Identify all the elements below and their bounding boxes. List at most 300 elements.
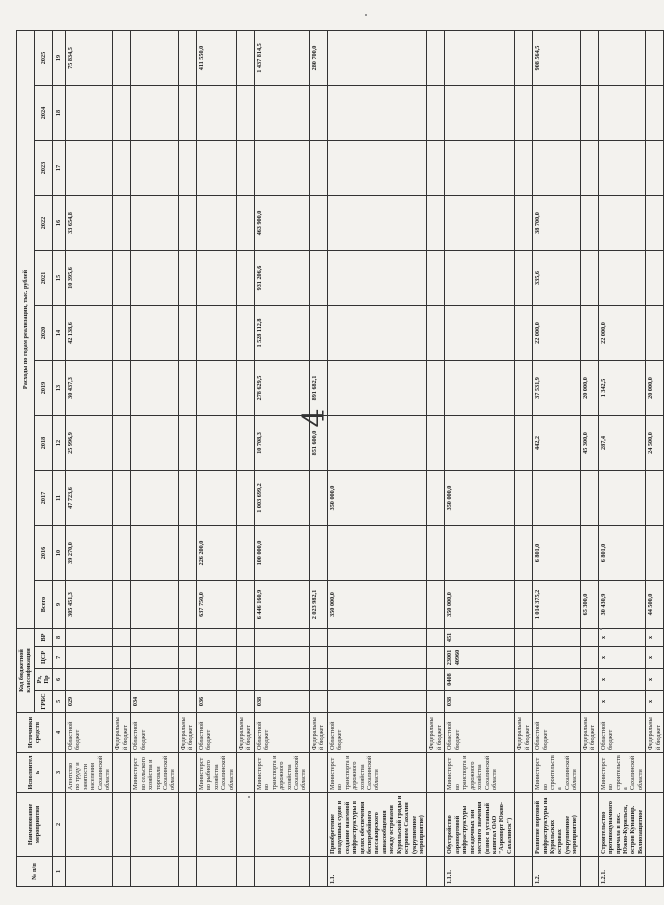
header-name: Наименование мероприятия <box>17 793 53 857</box>
row-csr: 2300140960 <box>445 647 515 669</box>
row-total <box>178 581 196 629</box>
row-year-value <box>113 471 131 526</box>
row-executor <box>427 753 445 793</box>
row-vr <box>178 629 196 647</box>
row-year-value <box>178 471 196 526</box>
row-total: 350 000,0 <box>445 581 515 629</box>
row-year-value: 37 531,9 <box>533 361 581 416</box>
row-num <box>113 857 131 887</box>
row-year-value <box>65 141 113 196</box>
row-year-value: 22 000,0 <box>598 306 646 361</box>
table-row <box>65 31 113 887</box>
header-code-3: ЦСР <box>34 647 52 669</box>
row-grbs <box>515 691 533 713</box>
row-grbs: 029 <box>65 691 113 713</box>
row-year-value <box>427 361 445 416</box>
row-csr: x <box>646 647 664 669</box>
row-year-value <box>646 306 664 361</box>
header-code-1: ГРБС <box>34 691 52 713</box>
row-name <box>113 793 131 857</box>
row-year-value: 25 996,9 <box>65 416 113 471</box>
row-year-value: 1 342,5 <box>598 361 646 416</box>
header-year-2018: 2018 <box>34 416 52 471</box>
row-year-value <box>646 86 664 141</box>
row-num <box>427 857 445 887</box>
row-grbs <box>533 691 581 713</box>
row-vr <box>515 629 533 647</box>
row-year-value: 280 700,0 <box>309 31 327 86</box>
row-year-value <box>327 86 427 141</box>
column-index: 2 <box>52 793 65 857</box>
row-year-value <box>236 31 254 86</box>
row-year-value: 851 600,0 <box>309 416 327 471</box>
row-year-value <box>113 251 131 306</box>
header-year-2016: 2016 <box>34 526 52 581</box>
row-vr: 451 <box>445 629 515 647</box>
row-year-value: 278 629,5 <box>254 361 309 416</box>
row-name: Развитие портовой инфраструктуры на Курильских островах (укрупненное мероприятие) <box>533 793 581 857</box>
column-index: 14 <box>52 306 65 361</box>
table-row <box>445 31 515 887</box>
row-executor <box>646 753 664 793</box>
budget-table-rotated <box>16 30 662 887</box>
row-csr <box>254 647 309 669</box>
column-index: 8 <box>52 629 65 647</box>
row-year-value: 10 395,6 <box>65 251 113 306</box>
row-year-value: 22 000,0 <box>533 306 581 361</box>
row-csr <box>533 647 581 669</box>
row-rzpr <box>515 669 533 691</box>
row-year-value: 6 801,0 <box>533 526 581 581</box>
row-source: Областной бюджет <box>254 713 309 753</box>
row-vr <box>236 629 254 647</box>
row-total: 44 500,0 <box>646 581 664 629</box>
row-year-value <box>131 526 179 581</box>
row-executor: Агентство по труду и занятости населения Сахалинской области <box>65 753 113 793</box>
row-source: Федеральный бюджет <box>515 713 533 753</box>
row-year-value <box>131 306 179 361</box>
row-source: Федеральный бюджет <box>646 713 664 753</box>
row-source: Областной бюджет <box>65 713 113 753</box>
scan-speck <box>600 628 602 630</box>
row-year-value <box>113 416 131 471</box>
row-total: 2 023 982,1 <box>309 581 327 629</box>
row-total: 30 430,9 <box>598 581 646 629</box>
row-year-value <box>131 361 179 416</box>
row-source: Федеральный бюджет <box>309 713 327 753</box>
row-year-value <box>580 86 598 141</box>
header-source: Источники средств <box>17 713 53 753</box>
row-year-value <box>598 251 646 306</box>
row-year-value <box>515 196 533 251</box>
row-year-value <box>598 86 646 141</box>
row-source: Областной бюджет <box>598 713 646 753</box>
header-exec: Исполнитель <box>17 753 53 793</box>
row-name <box>580 793 598 857</box>
row-year-value: 30 437,3 <box>65 361 113 416</box>
row-year-value <box>113 526 131 581</box>
table-row <box>533 31 581 887</box>
row-year-value: 45 300,0 <box>580 416 598 471</box>
row-year-value <box>236 416 254 471</box>
row-name <box>65 793 113 857</box>
row-csr <box>236 647 254 669</box>
row-grbs: x <box>598 691 646 713</box>
row-name: Обустройство аэропортовой инфраструктуры посадочных зон местного значения (взнос в уставный капитал ОАО "Аэропорт Южно-Сахалинск") <box>445 793 515 857</box>
row-total <box>113 581 131 629</box>
row-year-value: 20 000,0 <box>580 361 598 416</box>
row-year-value <box>515 86 533 141</box>
row-year-value <box>254 86 309 141</box>
table-row <box>646 31 664 887</box>
row-vr <box>533 629 581 647</box>
header-code-4: ВР <box>34 629 52 647</box>
row-source: Федеральный бюджет <box>580 713 598 753</box>
table-row <box>178 31 196 887</box>
row-num <box>646 857 664 887</box>
table-row <box>131 31 179 887</box>
row-year-value <box>327 361 427 416</box>
row-rzpr <box>113 669 131 691</box>
row-rzpr: x <box>646 669 664 691</box>
header-year-2019: 2019 <box>34 361 52 416</box>
row-csr: x <box>598 647 646 669</box>
row-year-value: 75 834,5 <box>65 31 113 86</box>
row-source: Областной бюджет <box>327 713 427 753</box>
row-year-value <box>309 141 327 196</box>
header-code-2: Рз, Пр <box>34 669 52 691</box>
row-year-value <box>427 526 445 581</box>
row-name <box>427 793 445 857</box>
column-index: 5 <box>52 691 65 713</box>
header-year-2021: 2021 <box>34 251 52 306</box>
row-grbs <box>236 691 254 713</box>
row-vr <box>131 629 179 647</box>
row-source: Федеральный бюджет <box>113 713 131 753</box>
row-num <box>65 857 113 887</box>
row-csr <box>65 647 113 669</box>
row-source: Областной бюджет <box>131 713 179 753</box>
column-index: 4 <box>52 713 65 753</box>
budget-table <box>16 30 664 887</box>
row-year-value <box>646 471 664 526</box>
row-year-value: 10 708,3 <box>254 416 309 471</box>
column-index: 16 <box>52 196 65 251</box>
row-total <box>131 581 179 629</box>
header-year-2020: 2020 <box>34 306 52 361</box>
row-year-value <box>236 196 254 251</box>
row-vr <box>113 629 131 647</box>
row-csr <box>515 647 533 669</box>
row-name <box>646 793 664 857</box>
row-rzpr <box>236 669 254 691</box>
row-year-value <box>196 416 236 471</box>
row-year-value <box>427 196 445 251</box>
row-year-value <box>580 31 598 86</box>
column-index: 6 <box>52 669 65 691</box>
row-year-value <box>598 31 646 86</box>
header-num: № п/п <box>17 857 53 887</box>
row-year-value <box>580 471 598 526</box>
row-year-value <box>309 196 327 251</box>
row-year-value <box>533 86 581 141</box>
row-num <box>131 857 179 887</box>
row-csr <box>327 647 427 669</box>
row-year-value <box>254 141 309 196</box>
row-vr: x <box>598 629 646 647</box>
row-source: Федеральный бюджет <box>236 713 254 753</box>
table-row <box>515 31 533 887</box>
row-year-value <box>427 306 445 361</box>
table-row <box>196 31 236 887</box>
row-grbs <box>580 691 598 713</box>
row-year-value: 42 138,6 <box>65 306 113 361</box>
row-vr <box>309 629 327 647</box>
row-total <box>236 581 254 629</box>
row-executor <box>580 753 598 793</box>
row-year-value: 908 564,5 <box>533 31 581 86</box>
row-name <box>131 793 179 857</box>
row-year-value: 20 000,0 <box>646 361 664 416</box>
row-year-value: 47 723,6 <box>65 471 113 526</box>
row-year-value <box>327 251 427 306</box>
row-name <box>236 793 254 857</box>
row-rzpr: x <box>598 669 646 691</box>
scan-speck <box>248 796 250 798</box>
row-year-value: 931 206,6 <box>254 251 309 306</box>
row-executor: Министерство строительства Сахалинской области <box>533 753 581 793</box>
row-year-value <box>515 141 533 196</box>
row-num <box>196 857 236 887</box>
row-year-value <box>113 196 131 251</box>
row-executor <box>515 753 533 793</box>
row-num: 1.1.1. <box>445 857 515 887</box>
row-year-value <box>196 251 236 306</box>
row-executor: Министерство строительства Сахалинской области <box>598 753 646 793</box>
row-year-value <box>113 31 131 86</box>
row-total: 65 300,0 <box>580 581 598 629</box>
row-csr <box>113 647 131 669</box>
row-rzpr <box>580 669 598 691</box>
row-year-value <box>427 416 445 471</box>
row-rzpr <box>427 669 445 691</box>
row-year-value <box>309 86 327 141</box>
row-name <box>515 793 533 857</box>
row-rzpr <box>178 669 196 691</box>
row-rzpr: 0408 <box>445 669 515 691</box>
row-year-value: 226 200,0 <box>196 526 236 581</box>
row-name: Приобретение воздушных судов и создание наземной инфраструктуры в целях обеспечения бесперебойного пассажирского авиасообщения между островами Курильской гряды и островом Сахалин (укрупненное мероприятие) <box>327 793 427 857</box>
row-year-value <box>533 471 581 526</box>
row-year-value <box>113 361 131 416</box>
table-row <box>113 31 131 887</box>
header-year-2023: 2023 <box>34 141 52 196</box>
row-year-value <box>236 141 254 196</box>
row-rzpr <box>309 669 327 691</box>
column-index: 12 <box>52 416 65 471</box>
row-source: Федеральный бюджет <box>427 713 445 753</box>
row-year-value <box>445 86 515 141</box>
row-rzpr <box>196 669 236 691</box>
row-year-value: 1 437 814,5 <box>254 31 309 86</box>
row-year-value <box>515 361 533 416</box>
row-vr <box>427 629 445 647</box>
row-year-value <box>427 31 445 86</box>
row-grbs: 038 <box>254 691 309 713</box>
row-year-value <box>327 526 427 581</box>
row-year-value <box>131 141 179 196</box>
row-year-value <box>445 361 515 416</box>
row-year-value <box>646 141 664 196</box>
column-index: 7 <box>52 647 65 669</box>
row-name <box>254 793 309 857</box>
row-grbs <box>327 691 427 713</box>
row-executor: Министерство транспорта и дорожного хозяйства Сахалинской области <box>445 753 515 793</box>
row-year-value <box>236 251 254 306</box>
row-year-value <box>445 306 515 361</box>
table-row <box>580 31 598 887</box>
column-index: 13 <box>52 361 65 416</box>
row-csr <box>196 647 236 669</box>
row-year-value <box>236 471 254 526</box>
row-year-value: 350 000,0 <box>327 471 427 526</box>
row-year-value: 411 550,0 <box>196 31 236 86</box>
row-year-value <box>309 306 327 361</box>
row-year-value <box>646 251 664 306</box>
row-year-value: 350 000,0 <box>445 471 515 526</box>
column-index: 17 <box>52 141 65 196</box>
row-year-value <box>515 526 533 581</box>
row-year-value <box>178 361 196 416</box>
row-year-value <box>113 306 131 361</box>
row-rzpr <box>65 669 113 691</box>
row-year-value <box>515 251 533 306</box>
table-row <box>427 31 445 887</box>
row-num <box>309 857 327 887</box>
row-vr <box>65 629 113 647</box>
row-year-value <box>445 526 515 581</box>
table-row <box>309 31 327 887</box>
column-index: 18 <box>52 86 65 141</box>
row-year-value: 100 000,0 <box>254 526 309 581</box>
row-vr: x <box>646 629 664 647</box>
row-year-value <box>131 31 179 86</box>
header-year-2017: 2017 <box>34 471 52 526</box>
row-year-value <box>309 251 327 306</box>
row-year-value <box>131 86 179 141</box>
row-year-value <box>445 31 515 86</box>
row-year-value: 335,6 <box>533 251 581 306</box>
row-year-value <box>646 196 664 251</box>
column-index: 3 <box>52 753 65 793</box>
row-year-value <box>445 196 515 251</box>
row-executor: Министерство транспорта и дорожного хозяйства Сахалинской области <box>254 753 309 793</box>
table-row <box>254 31 309 887</box>
row-year-value <box>427 251 445 306</box>
row-year-value <box>515 416 533 471</box>
row-executor: Министерство рыбного хозяйства Сахалинской области <box>196 753 236 793</box>
row-year-value <box>580 141 598 196</box>
row-year-value <box>445 141 515 196</box>
row-total: 1 014 375,2 <box>533 581 581 629</box>
row-year-value <box>196 306 236 361</box>
column-index: 10 <box>52 526 65 581</box>
row-year-value <box>515 31 533 86</box>
row-year-value: 442,2 <box>533 416 581 471</box>
row-grbs: x <box>646 691 664 713</box>
row-year-value <box>131 251 179 306</box>
table-row <box>598 31 646 887</box>
row-year-value <box>515 306 533 361</box>
row-year-value: 1 003 699,2 <box>254 471 309 526</box>
row-year-value <box>646 526 664 581</box>
row-total: 305 451,3 <box>65 581 113 629</box>
row-year-value <box>196 196 236 251</box>
header-year-2022: 2022 <box>34 196 52 251</box>
row-year-value <box>178 306 196 361</box>
row-year-value <box>327 416 427 471</box>
row-csr <box>178 647 196 669</box>
row-executor: Министерство транспорта и дорожного хозяйства Сахалинской области <box>327 753 427 793</box>
column-index: 1 <box>52 857 65 887</box>
row-executor <box>113 753 131 793</box>
row-num <box>254 857 309 887</box>
row-year-value <box>236 306 254 361</box>
row-year-value <box>178 196 196 251</box>
row-year-value <box>515 471 533 526</box>
row-year-value: 1 528 112,8 <box>254 306 309 361</box>
row-year-value <box>309 471 327 526</box>
table-row <box>327 31 427 887</box>
header-year-2025: 2025 <box>34 31 52 86</box>
row-year-value: 463 900,0 <box>254 196 309 251</box>
row-source: Федеральный бюджет <box>178 713 196 753</box>
row-vr <box>196 629 236 647</box>
row-csr <box>427 647 445 669</box>
table-row <box>236 31 254 887</box>
page-number: 4 <box>297 408 332 428</box>
row-grbs <box>113 691 131 713</box>
row-year-value <box>178 416 196 471</box>
row-year-value: 287,4 <box>598 416 646 471</box>
row-name <box>178 793 196 857</box>
row-year-value: 24 500,0 <box>646 416 664 471</box>
row-num <box>178 857 196 887</box>
row-year-value <box>178 86 196 141</box>
header-total: Всего <box>34 581 52 629</box>
row-vr <box>327 629 427 647</box>
row-year-value <box>327 306 427 361</box>
row-year-value <box>646 31 664 86</box>
row-vr <box>254 629 309 647</box>
row-name <box>309 793 327 857</box>
row-year-value <box>445 251 515 306</box>
row-rzpr <box>327 669 427 691</box>
row-vr <box>580 629 598 647</box>
row-executor: Министерство сельского хозяйства и торговли Сахалинской области <box>131 753 179 793</box>
row-csr <box>309 647 327 669</box>
header-code-group: Код бюджетной классификации <box>17 629 35 713</box>
column-index: 11 <box>52 471 65 526</box>
row-year-value <box>113 141 131 196</box>
row-total: 350 000,0 <box>327 581 427 629</box>
row-year-value: 891 682,1 <box>309 361 327 416</box>
row-year-value <box>178 251 196 306</box>
row-num: 1.1. <box>327 857 427 887</box>
row-year-value <box>445 416 515 471</box>
row-year-value: 39 270,0 <box>65 526 113 581</box>
row-source: Областной бюджет <box>445 713 515 753</box>
